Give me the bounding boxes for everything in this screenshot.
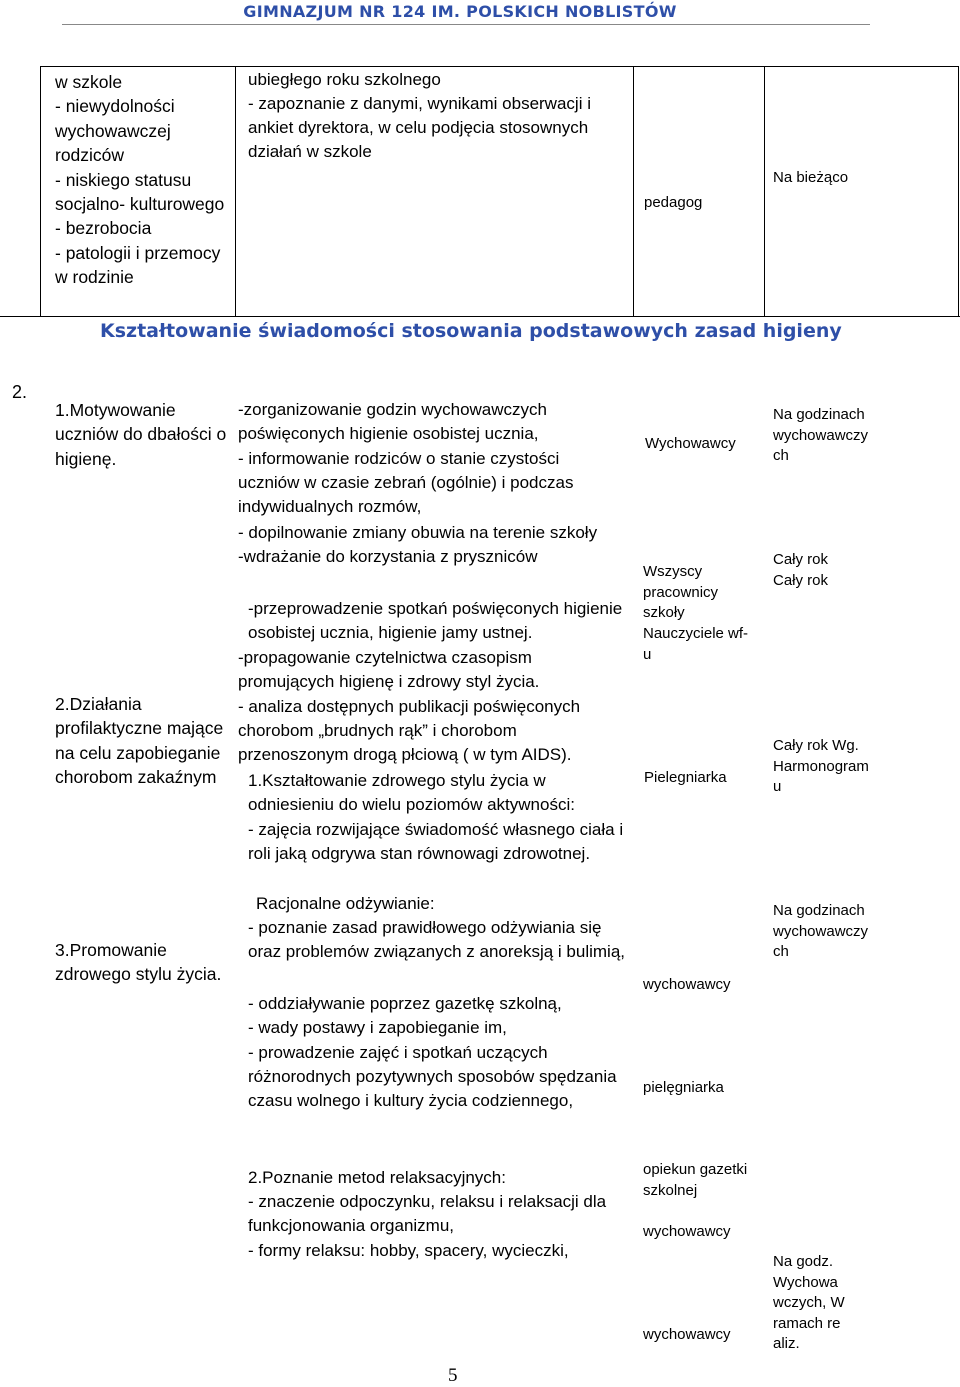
- task-1: -zorganizowanie godzin wychowawczych poświęconych higienie osobistej ucznia,: [238, 400, 547, 443]
- top-row-tasks: ubiegłego roku szkolnego - zapoznanie z danymi, wynikami obserwacji i ankiet dyrektora, w celu podjęcia stosownych działań w szkole: [248, 70, 591, 161]
- task-9: - zajęcia rozwijające świadomość własnego ciała i roli jaką odgrywa stan równowagi zdrowotnej.: [248, 820, 624, 863]
- responsible-4: Pielegniarka: [644, 769, 727, 786]
- table-border-top: [40, 66, 959, 67]
- page-number: 5: [448, 1365, 458, 1386]
- task-14: - prowadzenie zajęć i spotkań uczących różnorodnych pozytywnych sposobów spędzania czasu wolnego i kultury życia codziennego,: [248, 1043, 617, 1110]
- goal-3: 3.Promowanie zdrowego stylu życia.: [55, 940, 222, 985]
- responsible-6: pielęgniarka: [643, 1079, 724, 1096]
- responsible-9: wychowawcy: [643, 1326, 731, 1343]
- responsible-8: wychowawcy: [643, 1223, 731, 1240]
- top-row-deadline: Na bieżąco: [773, 169, 849, 186]
- task-2: - informowanie rodziców o stanie czystości uczniów w czasie zebrań (ogólnie) i podczas indywidualnych rozmów,: [238, 449, 574, 516]
- section-title: Kształtowanie świadomości stosowania podstawowych zasad higieny: [100, 320, 842, 342]
- task-12: - oddziaływanie poprzez gazetkę szkolną,: [248, 994, 562, 1013]
- row-number: 2.: [12, 382, 28, 402]
- deadline-3: Cały rok Wg. Harmonogramu: [773, 737, 869, 795]
- task-7: - analiza dostępnych publikacji poświęconych chorobom „brudnych rąk” i chorobom przenoszonym drogą płciową ( w tym AIDS).: [238, 697, 581, 764]
- goal-1: 1.Motywowanie uczniów do dbałości o higienę.: [55, 400, 227, 469]
- task-17: - formy relaksu: hobby, spacery, wycieczki,: [248, 1241, 569, 1260]
- deadline-5: Na godz. Wychowawczych, W ramach realiz.: [773, 1253, 845, 1352]
- table-divider-2: [633, 66, 634, 316]
- top-row-responsible: pedagog: [644, 194, 703, 211]
- task-16: - znaczenie odpoczynku, relaksu i relaksacji dla funkcjonowania organizmu,: [248, 1192, 607, 1235]
- table-divider-1: [235, 66, 236, 316]
- responsible-1: Wychowawcy: [645, 435, 736, 452]
- task-13: - wady postawy i zapobieganie im,: [248, 1018, 507, 1037]
- goal-2: 2.Działania profilaktyczne mające na celu zapobieganie chorobom zakaźnym: [55, 694, 224, 788]
- table-border-left-top: [40, 66, 41, 316]
- responsible-5: wychowawcy: [643, 976, 731, 993]
- responsible-7: opiekun gazetki szkolnej: [643, 1161, 748, 1199]
- header-rule: [62, 24, 870, 25]
- table-divider-3: [764, 66, 765, 316]
- task-15: 2.Poznanie metod relaksacyjnych:: [248, 1168, 506, 1187]
- responsible-2: Wszyscy pracownicy szkoły: [643, 563, 719, 621]
- deadline-2: Cały rok Cały rok: [773, 551, 829, 589]
- deadline-4: Na godzinach wychowawczych: [773, 902, 869, 960]
- top-row-problems: w szkole - niewydolności wychowawczej rodziców - niskiego statusu socjalno- kulturowego - bezrobocia - patologii i przemocy w rodzinie: [55, 72, 225, 288]
- task-3: - dopilnowanie zmiany obuwia na terenie szkoły: [238, 523, 598, 542]
- task-11: - poznanie zasad prawidłowego odżywiania się oraz problemów związanych z anoreksją i bulimią,: [248, 918, 625, 961]
- task-6: -propagowanie czytelnictwa czasopism promujących higienę i zdrowy styl życia.: [238, 648, 540, 691]
- deadline-1: Na godzinach wychowawczych: [773, 406, 869, 464]
- task-4: -wdrażanie do korzystania z pryszniców: [238, 547, 538, 566]
- task-10: Racjonalne odżywianie:: [256, 894, 435, 913]
- table-row-separator: [0, 316, 960, 317]
- task-5: -przeprowadzenie spotkań poświęconych higienie osobistej ucznia, higienie jamy ustnej.: [248, 599, 623, 642]
- school-header: GIMNAZJUM NR 124 IM. POLSKICH NOBLISTÓW: [243, 2, 677, 21]
- table-border-right: [958, 66, 959, 316]
- task-8: 1.Kształtowanie zdrowego stylu życia w odniesieniu do wielu poziomów aktywności:: [248, 771, 575, 814]
- responsible-3: Nauczyciele wf-u: [643, 625, 749, 663]
